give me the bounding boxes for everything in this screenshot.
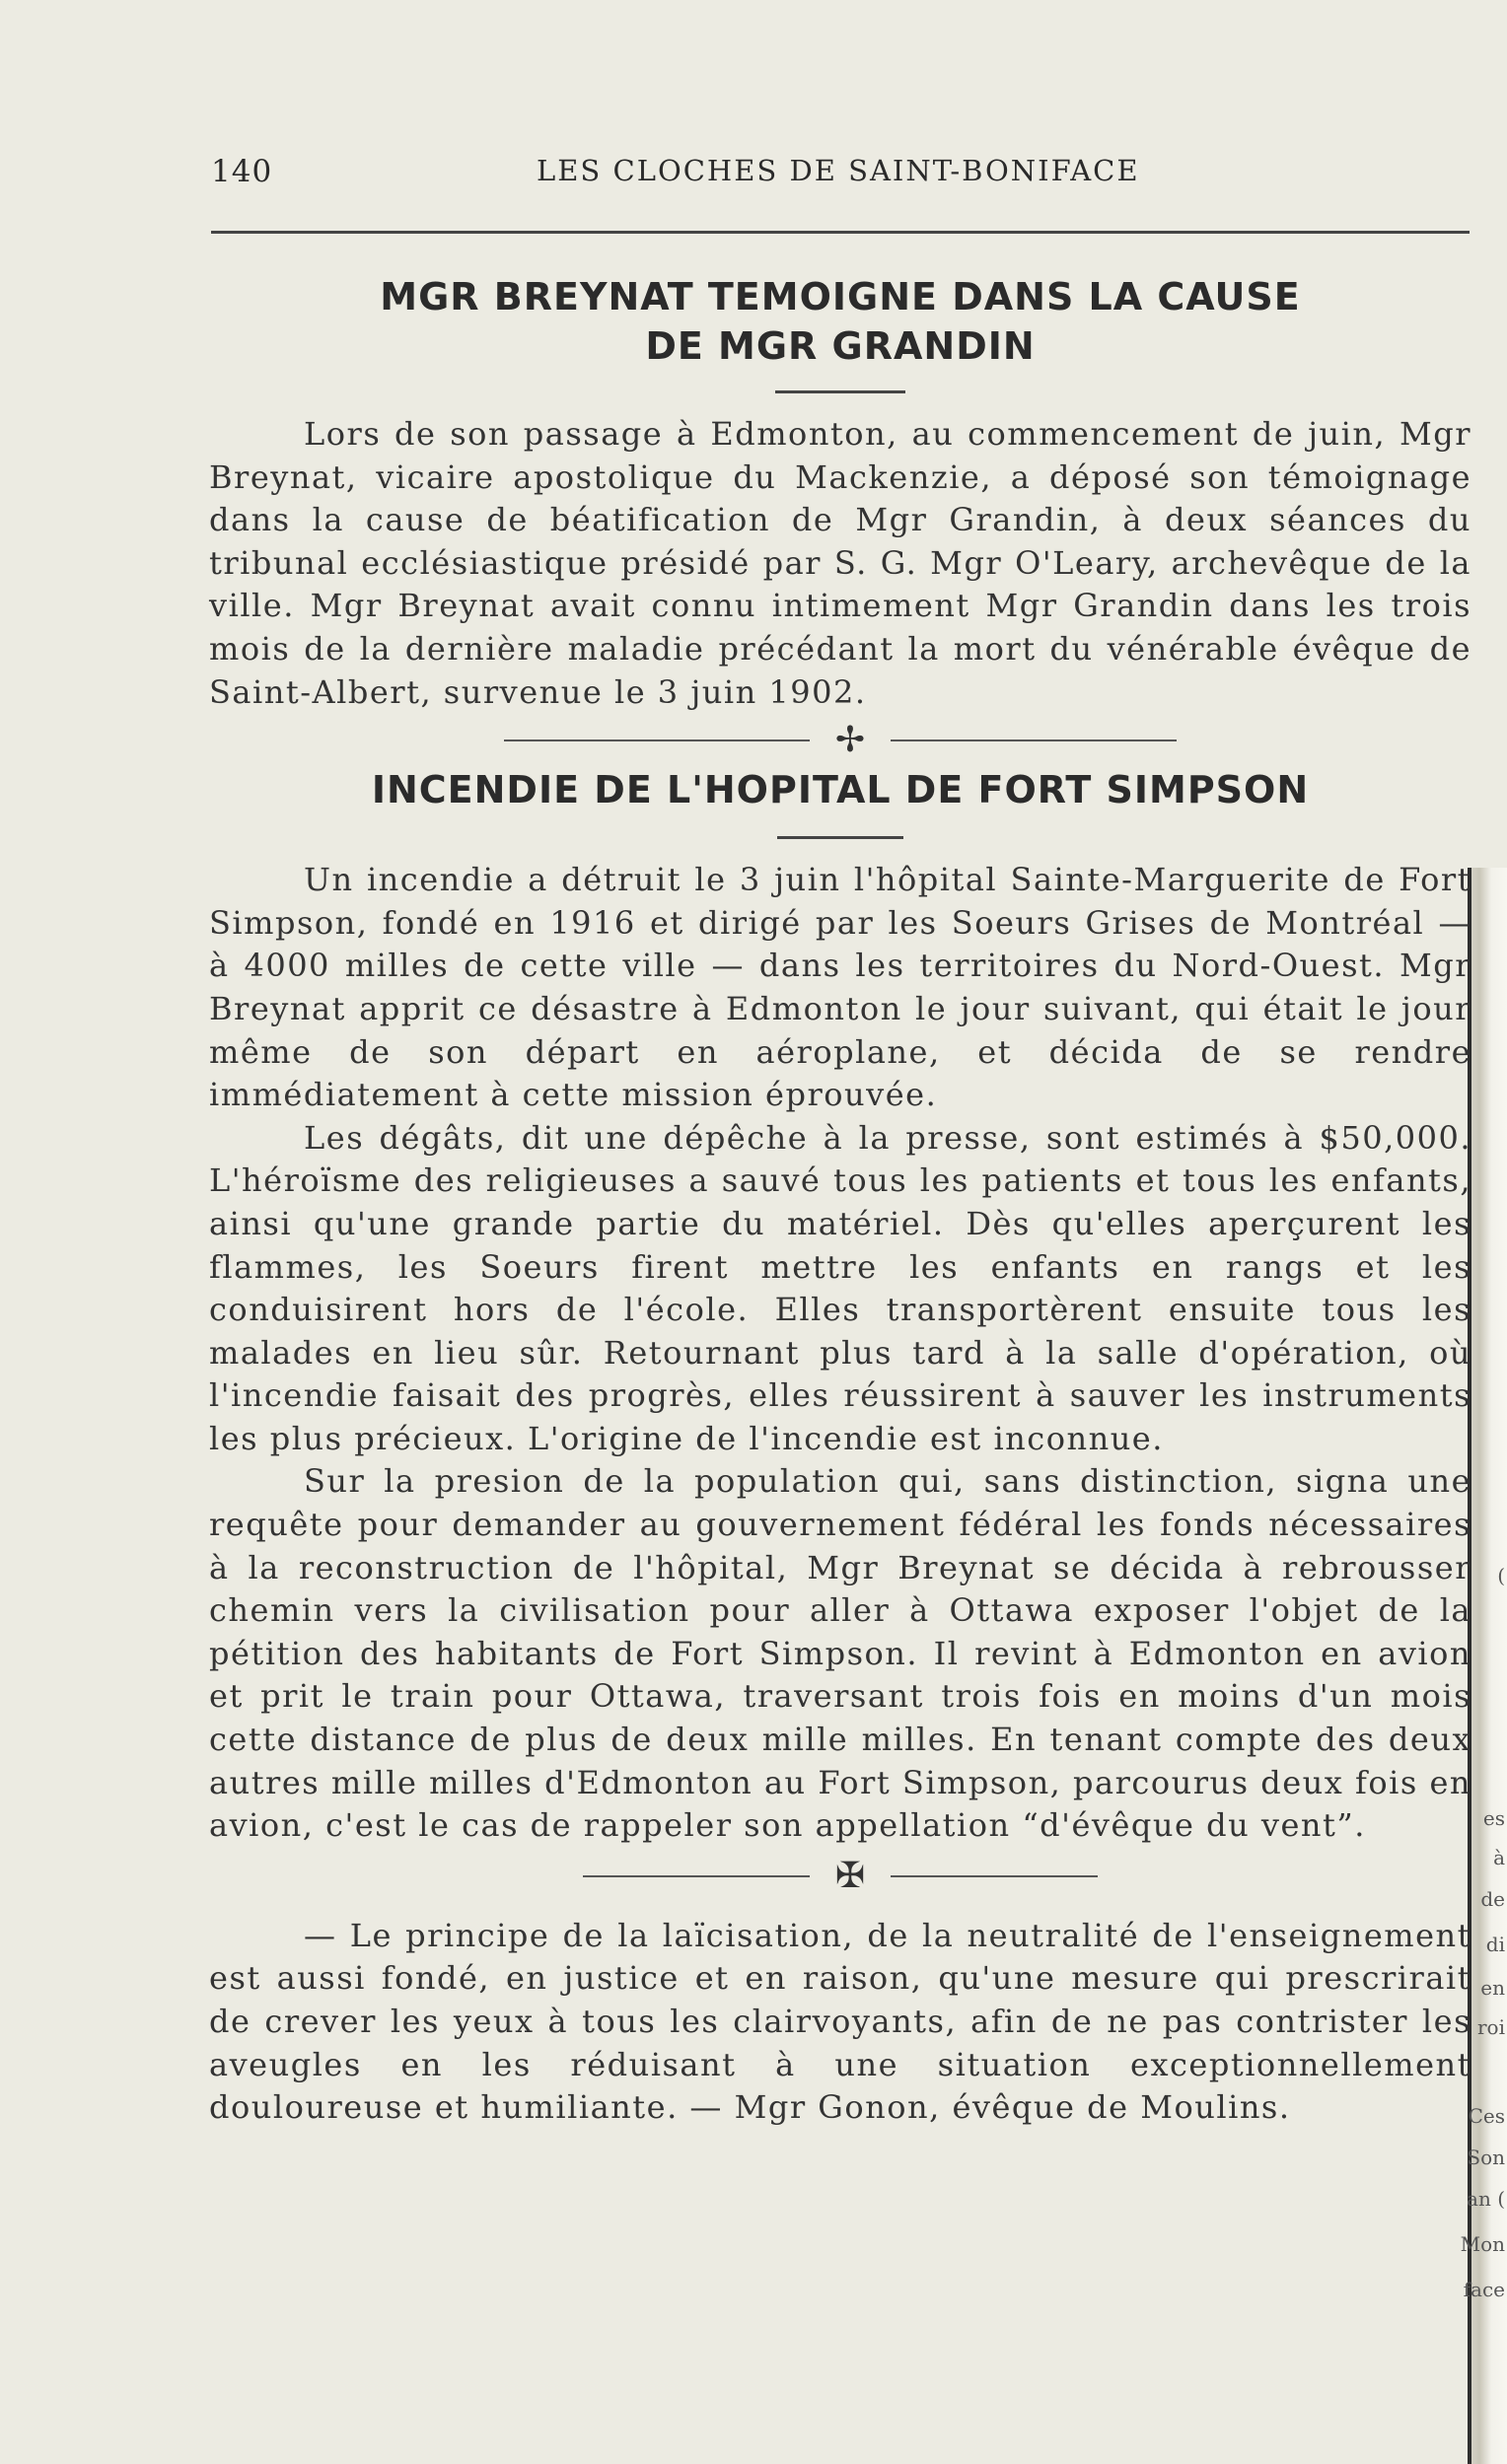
article-title-line: MGR BREYNAT TEMOIGNE DANS LA CAUSE (380, 275, 1301, 318)
page-number: 140 (211, 154, 273, 189)
title-rule (777, 836, 903, 839)
maltese-cross-icon: ✠ (834, 1855, 866, 1896)
running-head: LES CLOCHES DE SAINT-BONIFACE (537, 154, 1140, 187)
section-separator (209, 722, 1471, 759)
section-separator (209, 1855, 1471, 1896)
bleed-text: en (1480, 1976, 1505, 2000)
bleed-text: Ces (1468, 2104, 1505, 2128)
article-breynat-temoigne (209, 272, 1471, 714)
separator-line (891, 1875, 1098, 1877)
article-incendie-fort-simpson (209, 765, 1471, 1848)
next-page-edge (1468, 868, 1507, 2464)
article-title-line: DE MGR GRANDIN (645, 324, 1036, 368)
cross-icon: ✢ (834, 720, 866, 761)
bleed-text: ( (1497, 1564, 1505, 1587)
header-rule (211, 231, 1470, 234)
page-content (209, 272, 1471, 2130)
bleed-text: di (1485, 1933, 1505, 1956)
separator-line (504, 739, 810, 741)
closing-quote (209, 1915, 1471, 2130)
separator-line (891, 739, 1177, 741)
bleed-text: Mon (1460, 2232, 1505, 2256)
article-paragraph: Les dégâts, dit une dépêche à la presse, sont estimés à $50,000. L'héroïsme des religieuses a sauvé tous les patients et tous les enfants, ainsi qu'une grande partie du matériel. Dès qu'elles aperçurent les flammes, les Soeurs firent mettre les enfants en rangs et les conduisirent hors de l'école. Elles transportèrent ensuite tous les malades en lieu sûr. Retournant plus tard à la salle d'opération, où l'incendie faisait des progrès, elles réussirent à sauver les instruments les plus précieux. L'origine de l'incendie est inconnue. (209, 1118, 1471, 1457)
article-paragraph: Sur la presion de la population qui, sans distinction, signa une requête pour demander au gouvernement fédéral les fonds nécessaires à la reconstruction de l'hôpital, Mgr Breynat se décida à rebrousser chemin vers la civilisation pour aller à Ottawa exposer l'objet de la pétition des habitants de Fort Simpson. Il revint à Edmonton en avion et prit le train pour Ottawa, traversant trois fois en moins d'un mois cette distance de plus de deux mille milles. En tenant compte des deux autres mille milles d'Edmonton au Fort Simpson, parcourus deux fois en avion, c'est le cas de rappeler son appellation “d'évêque du vent”. (209, 1462, 1471, 1845)
article-title: INCENDIE DE L'HOPITAL DE FORT SIMPSON (371, 768, 1310, 812)
bleed-text: Son (1467, 2146, 1505, 2169)
quote-paragraph: — Le principe de la laïcisation, de la neutralité de l'enseignement est aussi fondé, en justice et en raison, qu'une mesure qui prescrirait de crever les yeux à tous les clairvoyants, afin de ne pas contrister les aveugles en les réduisant à une situation exceptionnellement douloureuse et humiliante. — Mgr Gonon, évêque de Moulins. (209, 1916, 1471, 2127)
article-paragraph: Lors de son passage à Edmonton, au commencement de juin, Mgr Breynat, vicaire apostolique du Mackenzie, a déposé son témoignage dans la cause de béatification de Mgr Grandin, à deux séances du tribunal ecclésiastique présidé par S. G. Mgr O'Leary, archevêque de la ville. Mgr Breynat avait connu intimement Mgr Grandin dans les trois mois de la dernière maladie précédant la mort du vénérable évêque de Saint-Albert, survenue le 3 juin 1902. (209, 415, 1471, 711)
bleed-text: à (1493, 1846, 1505, 1869)
bleed-text: an ( (1467, 2187, 1505, 2211)
bleed-text: es (1482, 1806, 1505, 1830)
page-header (211, 154, 1473, 193)
bleed-text: de (1480, 1887, 1505, 1911)
bleed-text: roi (1477, 2015, 1505, 2039)
bleed-text: face (1463, 2278, 1505, 2301)
title-rule (775, 390, 905, 393)
separator-line (583, 1875, 810, 1877)
article-paragraph: Un incendie a détruit le 3 juin l'hôpital Sainte-Marguerite de Fort Simpson, fondé en 1916 et dirigé par les Soeurs Grises de Montréal — à 4000 milles de cette ville — dans les territoires du Nord-Ouest. Mgr Breynat apprit ce désastre à Edmonton le jour suivant, qui était le jour même de son départ en aéroplane, et décida de se rendre immédiatement à cette mission éprouvée. (209, 861, 1471, 1114)
article-title (209, 272, 1471, 371)
